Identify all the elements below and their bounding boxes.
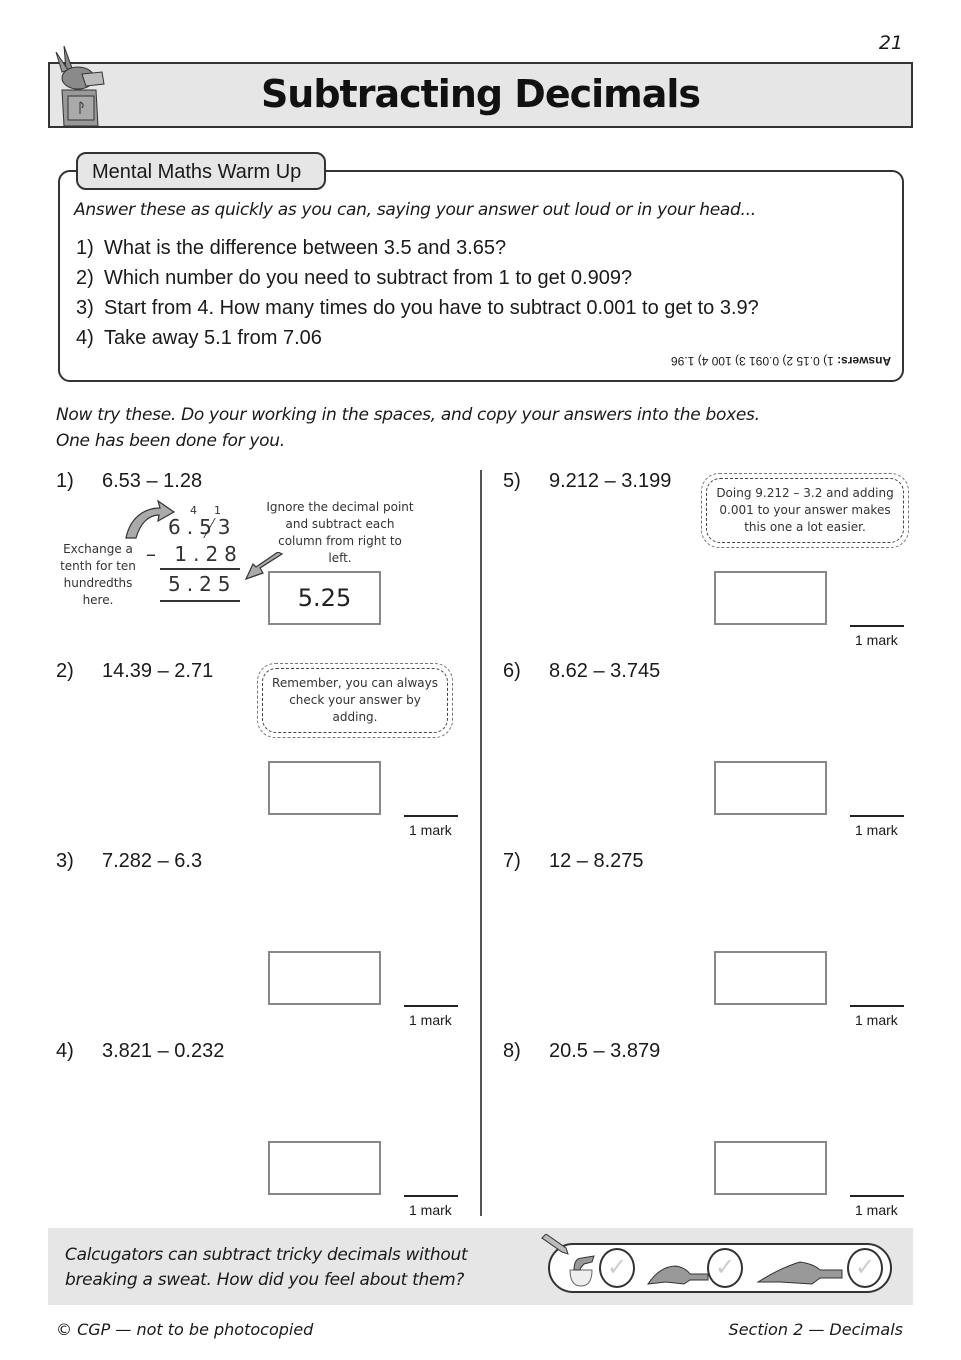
page-title: Subtracting Decimals (260, 72, 701, 116)
question-expression: 6.53 – 1.28 (102, 470, 203, 492)
working-row-1: 6.53 (168, 515, 237, 539)
answer-value: 5.25 (297, 584, 352, 612)
answer-box-7[interactable] (714, 951, 827, 1005)
mark-line (850, 815, 904, 817)
message-line-1: Calcugators can subtract tricky decimals without (65, 1245, 468, 1265)
rating-option-1[interactable]: ✓ (599, 1248, 635, 1288)
question-4 (56, 1040, 224, 1063)
question-expression: 12 – 8.275 (549, 850, 644, 872)
answers-label: Answers: (836, 354, 891, 368)
question-expression: 8.62 – 3.745 (549, 660, 661, 682)
question-number: 6) (503, 660, 521, 682)
question-number: 1) (56, 470, 74, 492)
question-text: What is the difference between 3.5 and 3.65? (104, 237, 507, 259)
warmup-intro: Answer these as quickly as you can, saying your answer out loud or in your head... (74, 200, 756, 220)
question-text: Which number do you need to subtract from 1 to get 0.909? (104, 267, 633, 289)
mark-line (404, 1195, 458, 1197)
message-line-2: breaking a sweat. How did you feel about them? (65, 1270, 465, 1290)
question-text: Take away 5.1 from 7.06 (104, 327, 322, 349)
answers-text: 1) 0.15 2) 0.091 3) 100 4) 1.96 (670, 354, 834, 368)
question-6 (503, 660, 660, 683)
copyright-notice: © CGP — not to be photocopied (56, 1320, 314, 1339)
question-expression: 20.5 – 3.879 (549, 1040, 661, 1062)
donkey-reading-icon (52, 44, 110, 130)
warmup-question (76, 327, 322, 350)
question-number: 4) (56, 1040, 74, 1062)
upside-down-answers (671, 354, 891, 368)
working-row-2: – 1.28 (146, 542, 243, 566)
mark-label: 1 mark (409, 1202, 452, 1218)
working-row-3: 5.25 (168, 572, 237, 596)
instructions (56, 402, 760, 454)
question-number: 2) (76, 267, 94, 289)
hatchling-icon (564, 1252, 598, 1288)
question-number: 7) (503, 850, 521, 872)
answer-box-4[interactable] (268, 1141, 381, 1195)
mark-line (404, 815, 458, 817)
question-3 (56, 850, 202, 873)
warmup-question (76, 297, 759, 320)
mark-line (850, 1195, 904, 1197)
carry-digit: 4 (190, 504, 197, 517)
tip-bubble: Doing 9.212 – 3.2 and adding 0.001 to your answer makes this one a lot easier. (706, 478, 904, 543)
question-expression: 3.821 – 0.232 (102, 1040, 225, 1062)
warmup-question (76, 237, 506, 260)
question-number: 2) (56, 660, 74, 682)
note-ignore-decimal: Ignore the decimal point and subtract each column from right to left. (266, 500, 414, 565)
big-gator-icon (756, 1258, 844, 1286)
question-number: 1) (76, 237, 94, 259)
mark-label: 1 mark (409, 822, 452, 838)
question-text: Start from 4. How many times do you have to subtract 0.001 to get to 3.9? (104, 297, 759, 319)
rating-option-2[interactable]: ✓ (707, 1248, 743, 1288)
question-expression: 9.212 – 3.199 (549, 470, 672, 492)
question-number: 3) (76, 297, 94, 319)
mark-label: 1 mark (855, 822, 898, 838)
question-7 (503, 850, 644, 873)
mark-line (850, 625, 904, 627)
answer-box-5[interactable] (714, 571, 827, 625)
answer-box-6[interactable] (714, 761, 827, 815)
answer-box-2[interactable] (268, 761, 381, 815)
question-expression: 7.282 – 6.3 (102, 850, 203, 872)
mark-line (404, 1005, 458, 1007)
section-label: Section 2 — Decimals (728, 1320, 903, 1339)
question-8 (503, 1040, 660, 1063)
mark-line (850, 1005, 904, 1007)
instructions-line-2: One has been done for you. (56, 431, 285, 451)
working-line (160, 568, 240, 570)
warmup-question (76, 267, 632, 290)
tip-bubble: Remember, you can always check your answer by adding. (262, 668, 448, 733)
rating-option-3[interactable]: ✓ (847, 1248, 883, 1288)
mark-label: 1 mark (855, 1202, 898, 1218)
note-exchange: Exchange a tenth for ten hundredths here. (60, 542, 136, 607)
question-number: 4) (76, 327, 94, 349)
mark-label: 1 mark (855, 1012, 898, 1028)
mark-label: 1 mark (855, 632, 898, 648)
instructions-line-1: Now try these. Do your working in the spaces, and copy your answers into the boxes. (56, 405, 760, 425)
column-divider (480, 470, 482, 1216)
question-2 (56, 660, 213, 683)
working-line (160, 600, 240, 602)
question-number: 8) (503, 1040, 521, 1062)
answer-box-3[interactable] (268, 951, 381, 1005)
self-assessment-message (65, 1243, 467, 1293)
answer-box-8[interactable] (714, 1141, 827, 1195)
question-number: 3) (56, 850, 74, 872)
carry-digit: 1 (214, 504, 221, 517)
warmup-tab-label: Mental Maths Warm Up (76, 152, 326, 190)
mark-label: 1 mark (409, 1012, 452, 1028)
small-gator-icon (646, 1262, 710, 1286)
answer-box-1[interactable] (268, 571, 381, 625)
page-number: 21 (878, 32, 903, 54)
question-5 (503, 470, 671, 493)
question-1 (56, 470, 202, 493)
title-banner (48, 62, 913, 128)
question-number: 5) (503, 470, 521, 492)
question-expression: 14.39 – 2.71 (102, 660, 214, 682)
